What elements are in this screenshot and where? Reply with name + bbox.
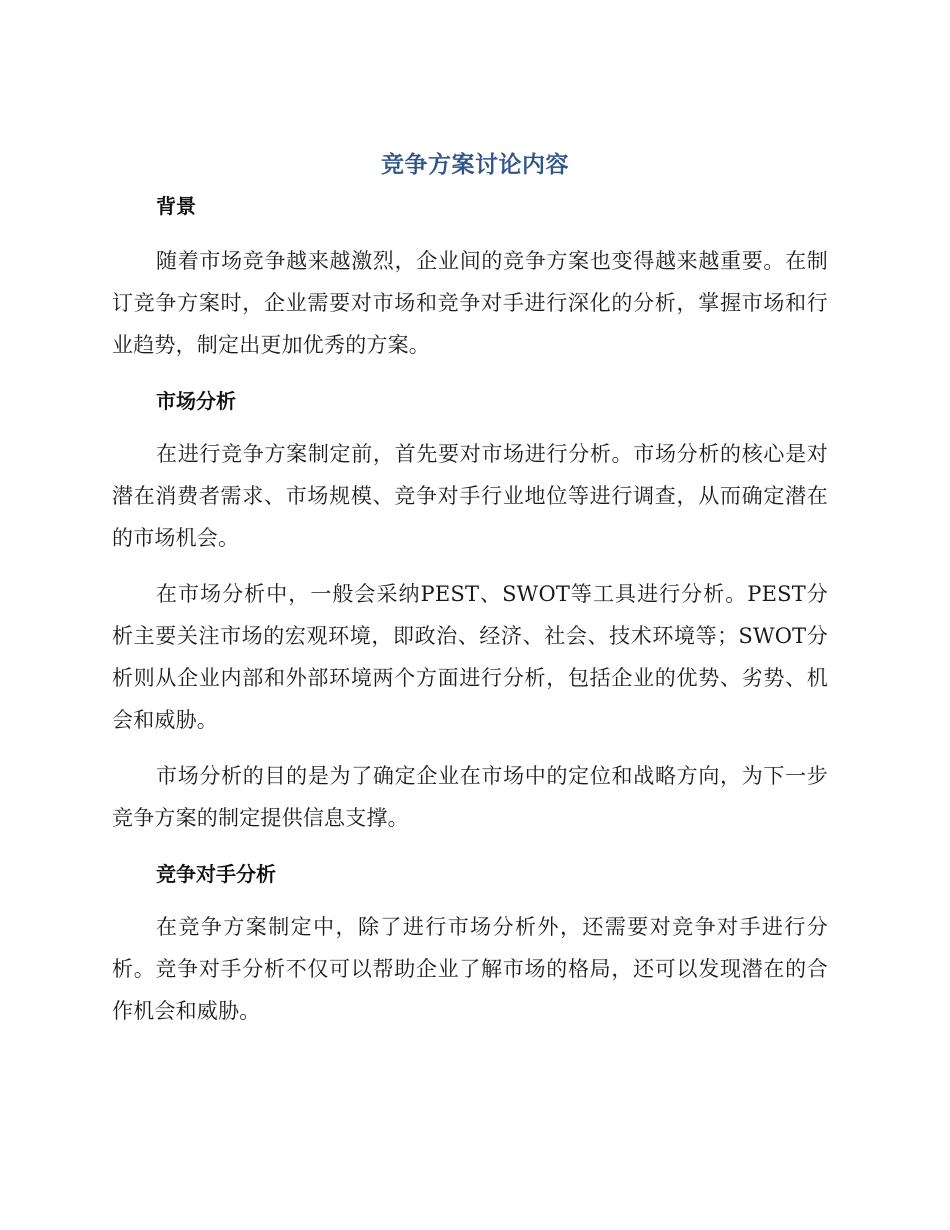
- section-background-body: [112, 240, 828, 366]
- section-heading: 市场分析: [156, 389, 236, 413]
- document-title: 竞争方案讨论内容: [381, 152, 569, 178]
- section-market-analysis-p1: [112, 433, 828, 559]
- section-heading: 背景: [156, 194, 196, 218]
- section-competitor-analysis: [112, 860, 828, 888]
- paragraph: 在竞争方案制定中，除了进行市场分析外，还需要对竞争对手进行分析。竞争对手分析不仅可以帮助企业了解市场的格局，还可以发现潜在的合作机会和威胁。: [112, 915, 828, 1023]
- section-heading: 竞争对手分析: [156, 862, 276, 886]
- section-background: [112, 192, 828, 220]
- section-market-analysis-p2: [112, 573, 828, 741]
- paragraph: 在市场分析中，一般会采纳PEST、SWOT等工具进行分析。PEST分析主要关注市场的宏观环境，即政治、经济、社会、技术环境等；SWOT分析则从企业内部和外部环境两个方面进行分析，包括企业的优势、劣势、机会和威胁。: [112, 582, 828, 732]
- paragraph: 市场分析的目的是为了确定企业在市场中的定位和战略方向，为下一步竞争方案的制定提供信息支撑。: [112, 764, 828, 830]
- section-market-analysis: [112, 387, 828, 415]
- section-market-analysis-p3: [112, 755, 828, 839]
- paragraph: 在进行竞争方案制定前，首先要对市场进行分析。市场分析的核心是对潜在消费者需求、市场规模、竞争对手行业地位等进行调查，从而确定潜在的市场机会。: [112, 442, 828, 550]
- paragraph: 随着市场竞争越来越激烈，企业间的竞争方案也变得越来越重要。在制订竞争方案时，企业需要对市场和竞争对手进行深化的分析，掌握市场和行业趋势，制定出更加优秀的方案。: [112, 249, 828, 357]
- section-competitor-analysis-body: [112, 906, 828, 1032]
